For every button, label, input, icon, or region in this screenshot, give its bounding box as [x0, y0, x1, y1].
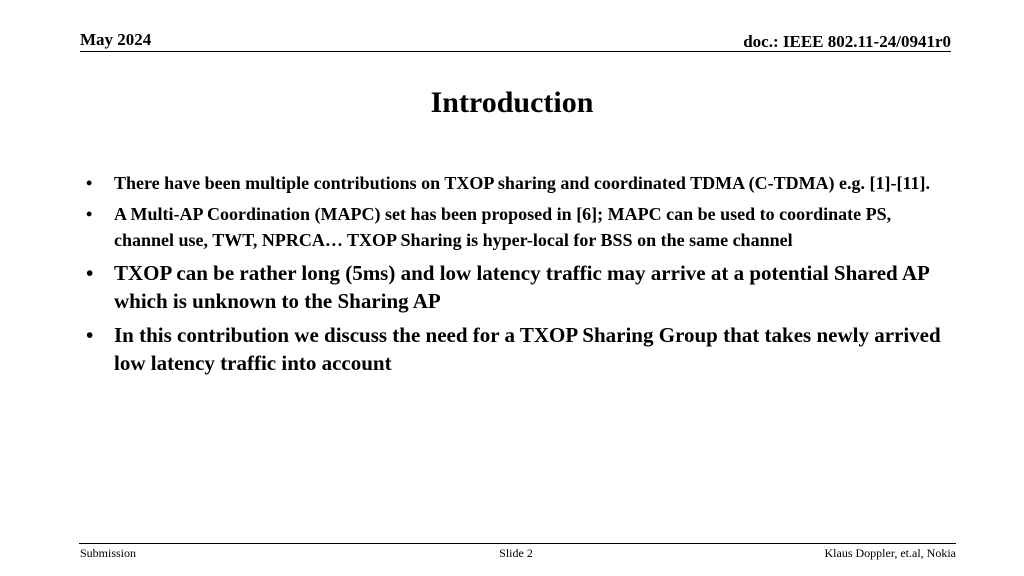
footer-divider	[79, 543, 956, 544]
bullet-text: In this contribution we discuss the need for a TXOP Sharing Group that takes newly arrived low latency traffic into account	[114, 323, 941, 375]
slide-title: Introduction	[430, 86, 594, 119]
header-date: May 2024	[80, 30, 152, 49]
bullet-marker: •	[86, 323, 94, 347]
bullet-item	[84, 321, 944, 377]
bullet-marker: •	[86, 204, 93, 224]
bullet-item	[84, 259, 944, 315]
bullet-marker: •	[86, 173, 93, 193]
footer-submission: Submission	[80, 546, 137, 560]
bullet-marker: •	[86, 261, 94, 285]
header-doc-id: doc.: IEEE 802.11-24/0941r0	[743, 32, 951, 51]
bullet-list	[84, 170, 944, 383]
footer-slide-number: Slide 2	[499, 546, 533, 560]
bullet-text: A Multi-AP Coordination (MAPC) set has been proposed in [6]; MAPC can be used to coordinate PS, channel use, TWT, NPRCA… TXOP Sharing is hyper-local for BSS on the same channel	[114, 204, 892, 250]
bullet-item	[84, 201, 944, 253]
header-divider	[80, 51, 951, 52]
bullet-text: TXOP can be rather long (5ms) and low latency traffic may arrive at a potential Shared AP which is unknown to the Sharing AP	[114, 261, 929, 313]
bullet-text: There have been multiple contributions on TXOP sharing and coordinated TDMA (C-TDMA) e.g. [1]-[11].	[114, 173, 931, 193]
bullet-item	[84, 170, 944, 196]
footer-authors: Klaus Doppler, et.al, Nokia	[824, 546, 956, 560]
